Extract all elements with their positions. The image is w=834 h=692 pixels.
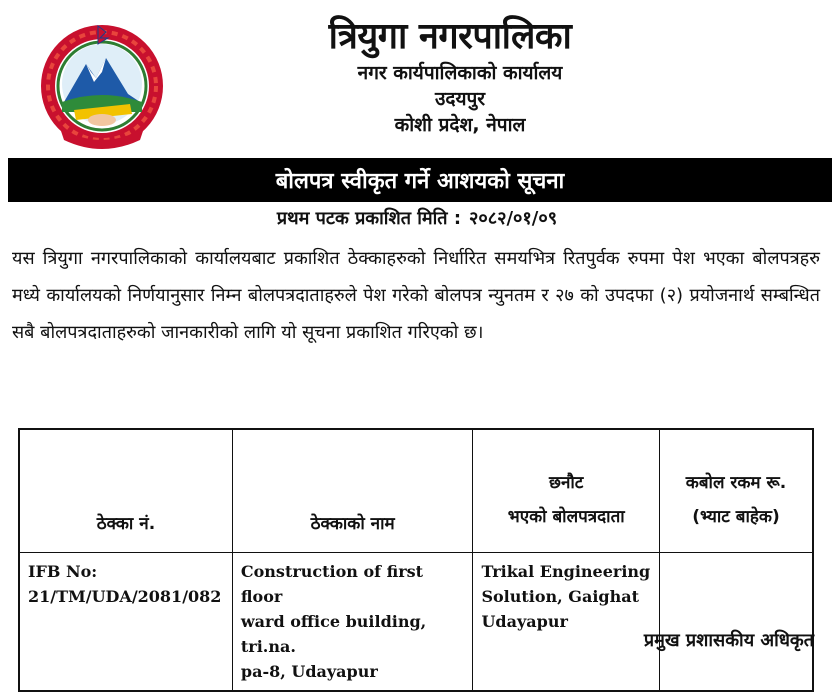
cell-contract-no: IFB No: 21/TM/UDA/2081/082: [19, 553, 232, 692]
cell-contract-name: Construction of first floor ward office building, tri.na. pa-8, Udayapur: [232, 553, 473, 692]
office-name: नगर कार्यपालिकाको कार्यालय: [357, 62, 563, 84]
header-contract-name: ठेक्काको नाम: [232, 429, 473, 553]
cell-selected-bidder: Trikal Engineering Solution, Gaighat Udayapur: [473, 553, 660, 692]
publish-label: प्रथम पटक प्रकाशित मिति :: [276, 208, 462, 229]
notice-title: बोलपत्र स्वीकृत गर्ने आशयको सूचना: [275, 169, 565, 194]
signatory-title: प्रमुख प्रशासकीय अधिकृत: [643, 630, 814, 651]
header-amount-line2: (भ्याट बाहेक): [692, 507, 780, 527]
header-bid-amount: [659, 429, 813, 553]
header-selected-line2: भएको बोलपत्रदाता: [507, 507, 625, 527]
header-amount-line1: कबोल रकम रू.: [685, 473, 787, 493]
org-title: त्रियुगा नगरपालिका: [328, 16, 572, 57]
province-name: कोशी प्रदेश, नेपाल: [394, 114, 526, 136]
header-selected-line1: छनौट: [549, 473, 584, 493]
header-block: [190, 14, 650, 138]
publish-date-line: [0, 206, 834, 230]
cell-bid-amount: [659, 553, 813, 692]
nepal-coat-of-arms-icon: [40, 24, 164, 152]
table-row: [19, 553, 813, 692]
notice-body: यस त्रियुगा नगरपालिकाको कार्यालयबाट प्रकाशित ठेक्काहरुको निर्धारित समयभित्र रितपुर्वक रुपमा पेश भएका बोलपत्रहरु मध्ये कार्यालयको निर्णयानुसार निम्न बोलपत्रदाताहरुले पेश गरेको बोलपत्र न्युनतम र २७ को उपदफा (२) प्रयोजनार्थ सम्बन्धित सबै बोलपत्रदाताहरुको जानकारीको लागि यो सूचना प्रकाशित गरिएको छ।: [12, 248, 820, 343]
header-selected-bidder: [473, 429, 660, 553]
table-header-row: [19, 429, 813, 553]
award-table: [18, 428, 814, 692]
district-name: उदयपुर: [434, 88, 486, 110]
header-contract-no: ठेक्का नं.: [19, 429, 232, 553]
publish-date: २०८२/०१/०९: [469, 208, 558, 229]
notice-title-banner: [8, 158, 832, 202]
